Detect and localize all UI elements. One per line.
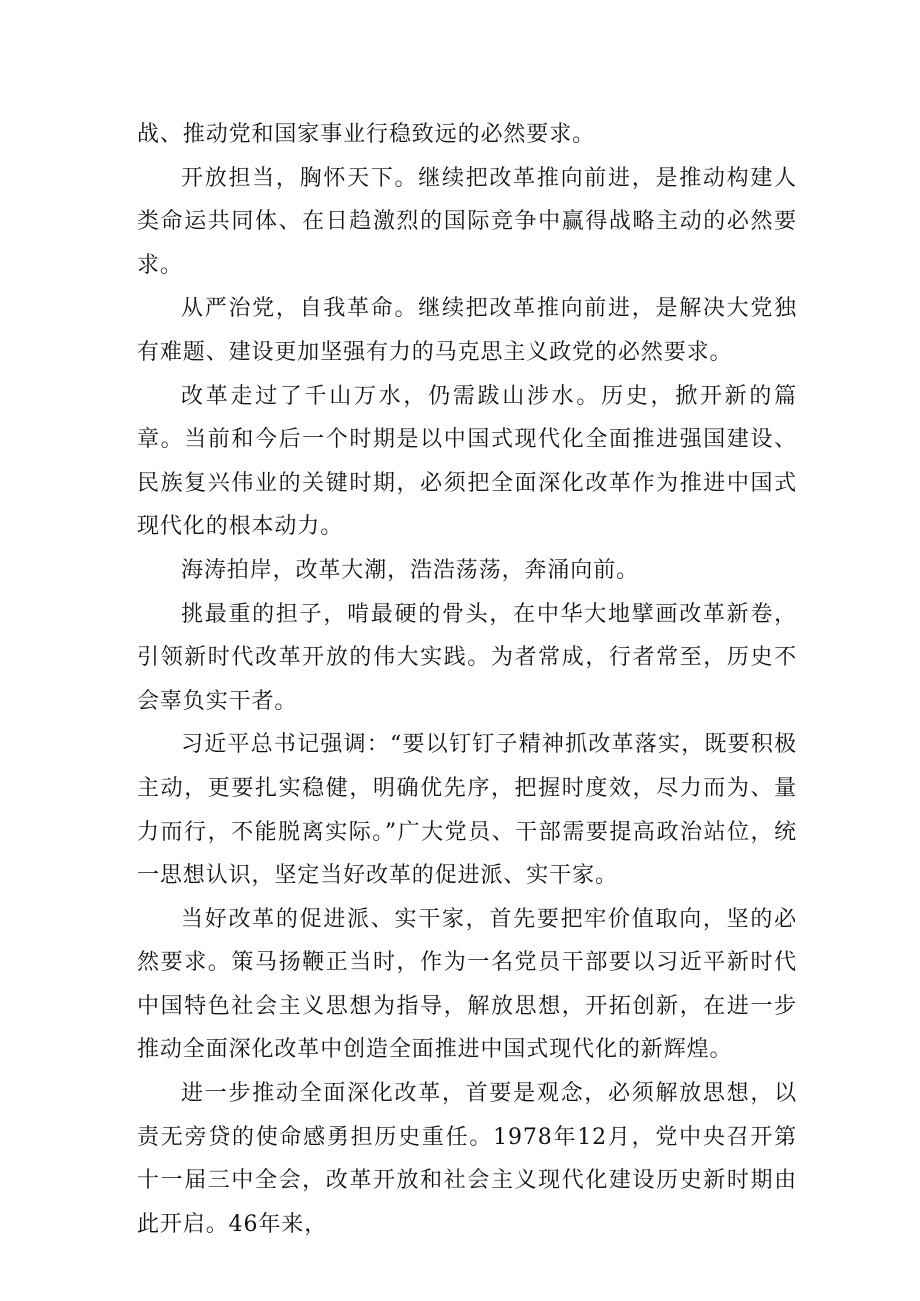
paragraph-quote: 习近平总书记强调：“要以钉钉子精神抓改革落实，既要积极主动，更要扎实稳健，明确优先序，把握时度效，尽力而为、量力而行，不能脱离实际。”广大党员、干部需要提高政治站位，统一思想认识，坚定当好改革的促进派、实干家。 bbox=[137, 732, 797, 889]
paragraph-strict-party-governance: 从严治党，自我革命。继续把改革推向前进，是解决大党独有难题、建设更加坚强有力的马克思主义政党的必然要求。 bbox=[137, 296, 797, 365]
document-body bbox=[137, 113, 797, 1246]
paragraph-heavy-burden: 挑最重的担子，啃最硬的骨头，在中华大地擘画改革新卷，引领新时代改革开放的伟大实践。为者常成，行者常至，历史不会辜负实干者。 bbox=[137, 601, 797, 714]
paragraph-deepening-reform: 进一步推动全面深化改革，首要是观念，必须解放思想，以责无旁贷的使命感勇担历史重任。1978年12月，党中央召开第十一届三中全会，改革开放和社会主义现代化建设历史新时期由此开启。46年来， bbox=[137, 1081, 797, 1237]
paragraph-reform-tide: 海涛拍岸，改革大潮，浩浩荡荡，奔涌向前。 bbox=[181, 557, 640, 583]
paragraph-promoter-doer: 当好改革的促进派、实干家，首先要把牢价值取向，坚的必然要求。策马扬鞭正当时，作为一名党员干部要以习近平新时代中国特色社会主义思想为指导，解放思想，开拓创新，在进一步推动全面深化改革中创造全面推进中国式现代化的新辉煌。 bbox=[137, 906, 797, 1063]
paragraph-reform-journey: 改革走过了千山万水，仍需跋山涉水。历史，掀开新的篇章。当前和今后一个时期是以中国式现代化全面推进强国建设、民族复兴伟业的关键时期，必须把全面深化改革作为推进中国式现代化的根本动力。 bbox=[137, 383, 797, 540]
paragraph-open-responsibility: 开放担当，胸怀天下。继续把改革推向前进，是推动构建人类命运共同体、在日趋激烈的国际竞争中赢得战略主动的必然要求。 bbox=[137, 165, 797, 278]
paragraph-continuation: 战、推动党和国家事业行稳致远的必然要求。 bbox=[137, 122, 596, 147]
